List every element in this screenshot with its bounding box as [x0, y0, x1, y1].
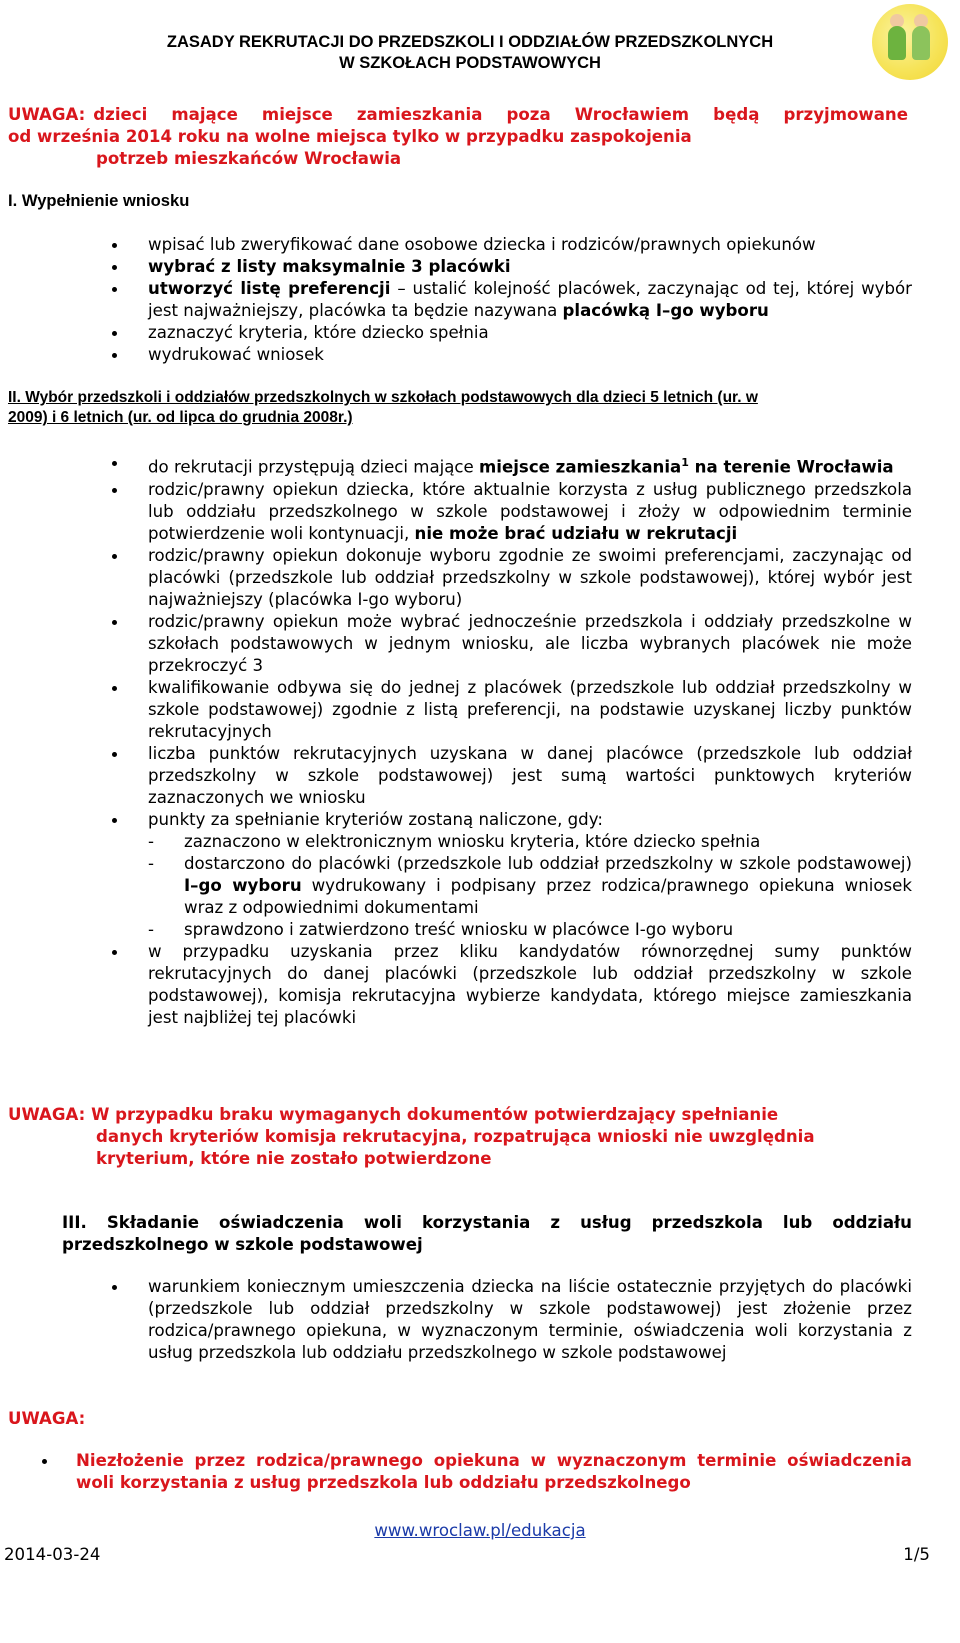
notice-documents: UWAGA: W przypadku braku wymaganych dokumentów potwierdzający spełnianie danych kryteriów komisja rekrutacyjna, rozpatrująca wnioski nie uwzględnia kryterium, które nie zostało potwierdzone — [8, 1105, 815, 1168]
sub-list-item: - sprawdzono i zatwierdzono treść wniosku w placówce I-go wyboru — [148, 919, 734, 939]
notice-3-label: UWAGA: — [8, 1409, 86, 1428]
notice-line-1: dzieci mające miejsce zamieszkania poza Wrocławiem będą przyjmowane — [93, 105, 908, 124]
section-1-list — [148, 234, 912, 366]
section-2-list — [148, 452, 912, 1029]
notice-label: UWAGA: — [8, 1105, 86, 1124]
sub-list-item: - dostarczono do placówki (przedszkole lub oddział przedszkolny w szkole podstawowej) I–go wyboru wydrukowany i podpisany przez rodzica/prawnego opiekuna wniosek wraz z odpowiednimi dokumentami — [148, 853, 912, 917]
list-item: w przypadku uzyskania przez kliku kandydatów równorzędnej sumy punktów rekrutacyjnych do danej placówki (przedszkole lub oddział przedszkolny w szkole podstawowej), komisja rekrutacyjna wybierze kandydata, którego miejsce zamieszkania jest najbliżej tej placówki — [148, 941, 912, 1029]
list-item: punkty za spełnianie kryteriów zostaną naliczone, gdy: — [148, 809, 912, 831]
list-item: utworzyć listę preferencji – ustalić kolejność placówek, zaczynając od tej, której wybór jest najważniejszy, placówka ta będzie nazywana placówką I–go wyboru — [148, 278, 912, 322]
footer-link[interactable]: www.wroclaw.pl/edukacja — [374, 1521, 586, 1540]
page-number: 1/5 — [903, 1545, 930, 1564]
title-line-2: W SZKOŁACH PODSTAWOWYCH — [339, 54, 601, 72]
notice-3-item: Niezłożenie przez rodzica/prawnego opiekuna w wyznaczonym terminie oświadczenia woli korzystania z usług przedszkola lub oddziału przedszkolnego — [76, 1450, 912, 1494]
list-item: rodzic/prawny opiekun może wybrać jednocześnie przedszkola i oddziały przedszkolne w szkołach podstawowych w jednym wniosku, ale liczba wybranych placówek nie może przekroczyć 3 — [148, 611, 912, 677]
list-item: wpisać lub zweryfikować dane osobowe dziecka i rodziców/prawnych opiekunów — [148, 234, 912, 256]
section-1-title: I. Wypełnienie wniosku — [8, 191, 190, 210]
section-2-title: II. Wybór przedszkoli i oddziałów przedszkolnych w szkołach podstawowych dla dzieci 5 letnich (ur. w 2009) i 6 letnich (ur. od lipca do grudnia 2008r.) — [8, 389, 758, 426]
title-line-1: ZASADY REKRUTACJI DO PRZEDSZKOLI I ODDZIAŁÓW PRZEDSZKOLNYCH — [166, 33, 774, 51]
list-item: wydrukować wniosek — [148, 344, 912, 366]
footer — [0, 1520, 960, 1542]
section-3-list — [148, 1276, 912, 1364]
list-item: rodzic/prawny opiekun dziecka, które aktualnie korzysta z usług publicznego przedszkola lub oddziału przedszkolnego w szkole podstawowej i złoży w odpowiednim terminie potwierdzenie woli kontynuacji, nie może brać udziału w rekrutacji — [148, 479, 912, 545]
notice-top — [8, 104, 908, 170]
logo-icon — [872, 4, 948, 80]
list-item: rodzic/prawny opiekun dokonuje wyboru zgodnie ze swoimi preferencjami, zaczynając od placówki (przedszkole lub oddział przedszkolny w szkole podstawowej), której wybór jest najważniejszy (placówka I-go wyboru) — [148, 545, 912, 611]
list-item: liczba punktów rekrutacyjnych uzyskana w danej placówce (przedszkole lub oddział przedszkolny w szkole podstawowej) jest sumą wartości punktowych kryteriów zaznaczonych we wniosku — [148, 743, 912, 809]
notice-line-2: od września 2014 roku na wolne miejsca tylko w przypadku zaspokojenia — [8, 127, 692, 146]
list-item: do rekrutacji przystępują dzieci mające miejsce zamieszkania$^1$ na terenie Wrocławia — [148, 452, 912, 479]
section-3-title: III. Składanie oświadczenia woli korzystania z usług przedszkola lub oddziału przedszkolnego w szkole podstawowej — [62, 1213, 912, 1254]
sub-list-item: - zaznaczono w elektronicznym wniosku kryteria, które dziecko spełnia — [148, 831, 761, 851]
document-title — [80, 32, 860, 74]
notice-line-3: potrzeb mieszkańców Wrocławia — [96, 149, 402, 168]
list-item: kwalifikowanie odbywa się do jednej z placówek (przedszkole lub oddział przedszkolny w szkole podstawowej) zgodnie z listą preferencji, na podstawie uzyskanej liczby punktów rekrutacyjnych — [148, 677, 912, 743]
footer-date: 2014-03-24 — [4, 1545, 101, 1564]
list-item: wybrać z listy maksymalnie 3 placówki — [148, 256, 912, 278]
list-item: warunkiem koniecznym umieszczenia dziecka na liście ostatecznie przyjętych do placówki (przedszkole lub oddział przedszkolny w szkole podstawowej) jest złożenie przez rodzica/prawnego opiekuna, w wyznaczonym terminie, oświadczenia woli korzystania z usług przedszkola lub oddziału przedszkolnego w szkole podstawowej — [148, 1276, 912, 1364]
list-item: zaznaczyć kryteria, które dziecko spełnia — [148, 322, 912, 344]
notice-label: UWAGA: — [8, 105, 86, 124]
